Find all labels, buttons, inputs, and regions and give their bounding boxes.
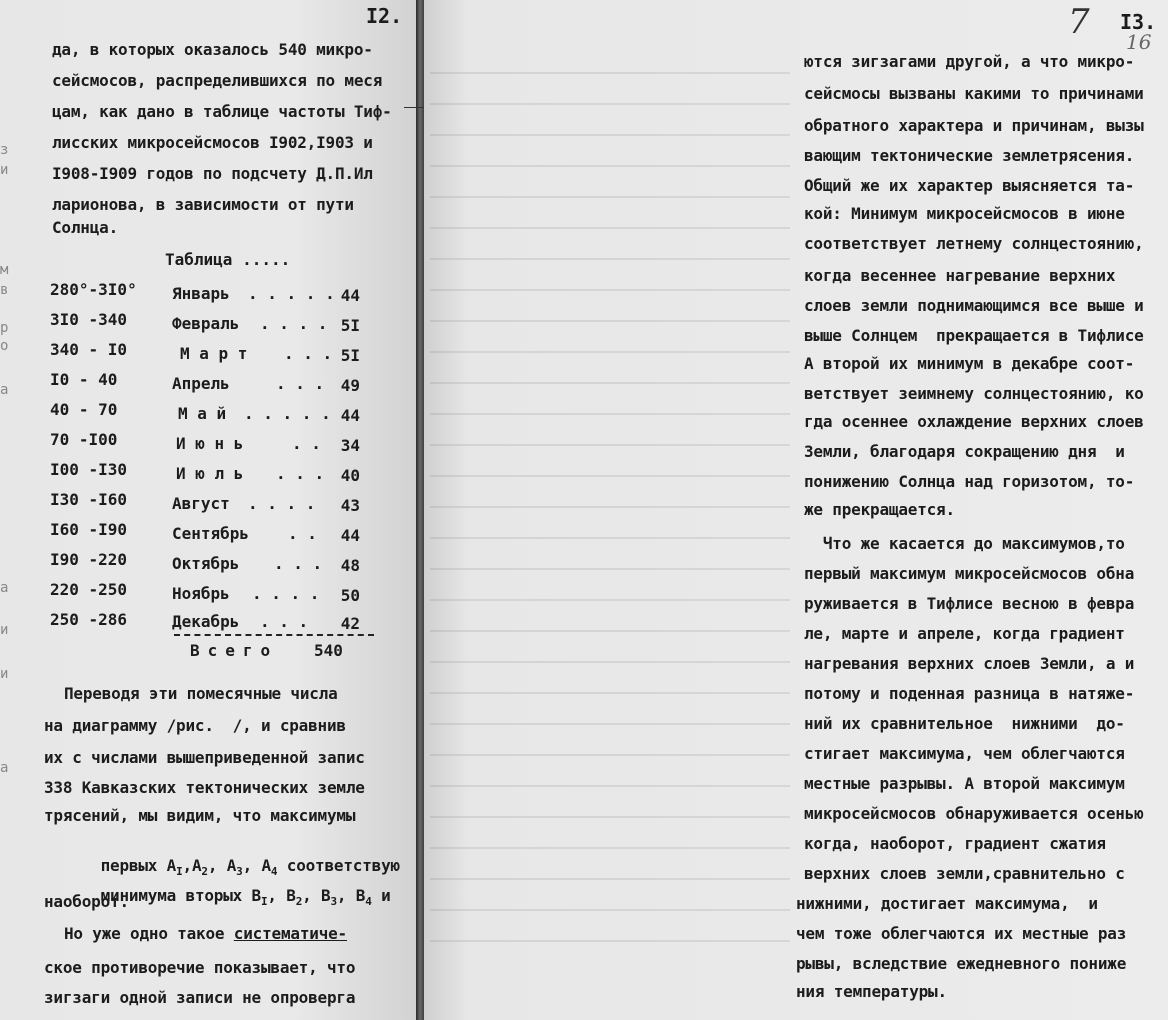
text-line: руживается в Тифлисе весною в февра <box>804 594 1135 613</box>
text-line: лисских микросейсмосов I902,I903 и <box>52 133 373 152</box>
table-cell-range: I0 - 40 <box>50 370 118 389</box>
text-line: сейсмосы вызваны какими то причинами <box>804 84 1144 103</box>
text-line: ле, марте и апреле, когда градиент <box>804 624 1125 643</box>
text-line: А второй их минимум в декабре соот- <box>804 354 1135 373</box>
text-line: нагревания верхних слоев Земли, а и <box>804 654 1135 673</box>
text-line: потому и поденная разница в натяже- <box>804 684 1135 703</box>
text-line: I908-I909 годов по подсчету Д.П.Ил <box>52 164 373 183</box>
table-cell-month: Февраль <box>172 314 240 333</box>
text-line: Солнца. <box>52 218 119 237</box>
table-cell-count: 50 <box>340 586 360 605</box>
table-cell-dots: . . <box>292 434 321 453</box>
text-line: первых $А_I,А_2$, $А_3$, $А_4$ соответствую <box>100 856 400 879</box>
text-line: вающим тектонические землетрясения. <box>804 146 1135 165</box>
text-line: местные разрывы. А второй максимум <box>804 774 1125 793</box>
text-line: Переводя эти помесячные числа <box>64 684 338 703</box>
text-line: слоев земли поднимающимся все выше и <box>804 296 1144 315</box>
text-line: понижению Солнца над горизотом, то- <box>804 472 1135 491</box>
left-page <box>0 0 418 1020</box>
document-spread: з и м в р о а а и и а I2. да, в которых оказалось 540 микро- сейсмосов, распределившихся по меся цам, как дано в таблице частоты Тиф- лисских микросейсмосов I902,I903 и I908-I909 годов по подсчету Д.П.Ил ларионова, в зависимости от пути Солнца. Таблица ..... 280°-3I0° Январь . . . . . 44 3I0 -340 Февраль . . . . 5I 340 - I0 М а р т . . . 5I I0 - 40 Апрель . . . 49 40 - 70 М а й . . . . . 44 70 -I00 И ю н ь . . 34 I00 -I30 И ю л ь . . . 40 I30 -I60 Август . . . . 43 I60 -I90 Сентябрь . . 44 I90 -220 Октябрь . . . 48 220 -250 Ноябрь . . . . 50 250 -286 Декабрь . . . 42 Всего 540 Переводя эти помесячные числа на диаграмму /рис. /, и сравнив их с числами вышеприведенной запис 338 Кавказских тектонических земле трясений, мы видим, что максимумы первых $А_I,А_2$, $А_3$, $А_4$ соответствую минимума вторых $В_I$, $В_2$, $В_3$, $В_4$ и наоборот. Но уже одно такое систематиче- ское противоречие показывает, что зигзаги одной записи не опроверга 7 16 I3. ются зигзагами другой, а что микро- сейсмосы вызваны какими то причинами обратного характера и причинам, вызы вающим тектонические землетрясения. Общий же их характер выясняется та- кой: Минимум микросейсмосов в июне соответствует летнему солнцестоянию, когда весеннее нагревание верхних слоев земли поднимающимся все выше и выше Солнцем прекращается в Тифлисе А второй их минимум в декабре соот- ветствует зеимнему солнцестоянию, ко гда осеннее охлаждение верхних слоев Земли, благодаря сокращению дня и понижению Солнца над горизотом, то- же прекращается. Что же касается до максимумов,то первый максимум микросейсмосов обна руживается в Тифлисе весною в февра ле, марте и апреле, когда градиент нагревания верхних слоев Земли, а и потому и поденная разница в натяже- ний их сравнительное нижними до- стигает максимума, чем облегчаются местные разрывы. А второй максимум микросейсмосов обнаруживается осенью когда, наоборот, градиент сжатия верхних слоев земли,сравнительно с нижними, достигает максимума, и чем тоже облегчаются их местные раз рывы, вследствие ежедневного пониже ния температуры. <box>0 0 1168 1020</box>
text-line: 338 Кавказских тектонических земле <box>44 778 365 797</box>
text-line: наоборот. <box>44 892 129 911</box>
text-line: кой: Минимум микросейсмосов в июне <box>804 204 1125 223</box>
show-through-text <box>430 60 790 960</box>
text-line: ларионова, в зависимости от пути <box>52 195 354 214</box>
table-cell-count: 40 <box>340 466 360 485</box>
table-cell-count: 44 <box>340 286 360 305</box>
text-line: гда осеннее охлаждение верхних слоев <box>804 412 1144 431</box>
table-cell-dots: . . . <box>284 344 333 363</box>
text-line: чем тоже облегчаются их местные раз <box>796 924 1127 943</box>
table-cell-dots: . . . . . <box>248 284 335 303</box>
table-cell-month: Апрель <box>172 374 230 393</box>
table-cell-count: 44 <box>340 526 360 545</box>
table-cell-month: Август <box>172 494 230 513</box>
table-cell-range: 3I0 -340 <box>50 310 128 329</box>
table-cell-month: И ю л ь <box>176 464 244 483</box>
text-line: ветствует зеимнему солнцестоянию, ко <box>804 384 1144 403</box>
text-line: стигает максимума, чем облегчаются <box>804 744 1125 763</box>
text-line: ния температуры. <box>796 982 947 1001</box>
table-cell-range: I60 -I90 <box>50 520 128 539</box>
text-line: их с числами вышеприведенной запис <box>44 748 365 767</box>
text-line: верхних слоев земли,сравнительно с <box>804 864 1125 883</box>
text-line: трясений, мы видим, что максимумы <box>44 806 356 825</box>
table-cell-dots: . . . . <box>252 584 320 603</box>
table-cell-range: 340 - I0 <box>50 340 128 359</box>
text-line: Что же касается до максимумов,то <box>804 534 1125 553</box>
page-number: I3. <box>1120 10 1157 34</box>
table-cell-month: М а й <box>178 404 227 423</box>
text-line: первый максимум микросейсмосов обна <box>804 564 1135 583</box>
text-line: на диаграмму /рис. /, и сравнив <box>44 716 346 735</box>
text-line: выше Солнцем прекращается в Тифлисе <box>804 326 1144 345</box>
table-cell-range: 40 - 70 <box>50 400 118 419</box>
text-line: да, в которых оказалось 540 микро- <box>52 40 373 59</box>
text-line: Земли, благодаря сокращению дня и <box>804 442 1125 461</box>
table-cell-range: 280°-3I0° <box>50 280 137 299</box>
table-cell-range: 220 -250 <box>50 580 128 599</box>
text-line: ются зигзагами другой, а что микро- <box>804 52 1135 71</box>
table-cell-range: 70 -I00 <box>50 430 118 449</box>
text-line: же прекращается. <box>804 500 955 519</box>
page-number: I2. <box>366 4 403 28</box>
text-line: Общий же их характер выясняется та- <box>804 176 1135 195</box>
table-cell-range: I00 -I30 <box>50 460 128 479</box>
text-line: обратного характера и причинам, вызы <box>804 116 1144 135</box>
text-line: зигзаги одной записи не опроверга <box>44 988 356 1007</box>
text-line: нижними, достигает максимума, и <box>796 894 1098 913</box>
text-line: ний их сравнительное нижними до- <box>804 714 1125 733</box>
table-cell-dots: . . <box>288 524 317 543</box>
table-cell-month: И ю н ь <box>176 434 244 453</box>
table-cell-dots: . . . <box>274 554 323 573</box>
table-cell-dots: . . . <box>260 612 309 631</box>
text-line: когда, наоборот, градиент сжатия <box>804 834 1106 853</box>
table-cell-count: 43 <box>340 496 360 515</box>
table-cell-month: М а р т <box>180 344 248 363</box>
table-cell-dots: . . . . . <box>244 404 331 423</box>
table-cell-range: 250 -286 <box>50 610 128 629</box>
text-line: рывы, вследствие ежедневного пониже <box>796 954 1127 973</box>
table-cell-month: Сентябрь <box>172 524 250 543</box>
margin-bleed: з и м в р о а а и и а <box>0 142 9 776</box>
table-total-value: 540 <box>314 641 343 660</box>
table-cell-range: I90 -220 <box>50 550 128 569</box>
table-cell-month: Октябрь <box>172 554 240 573</box>
table-cell-count: 34 <box>340 436 360 455</box>
text-line: микросейсмосов обнаруживается осенью <box>804 804 1144 823</box>
table-cell-dots: . . . . <box>260 314 328 333</box>
table-cell-month: Январь <box>172 284 230 303</box>
text-line: соответствует летнему солнцестоянию, <box>804 234 1144 253</box>
table-cell-dots: . . . <box>276 374 325 393</box>
table-divider <box>174 634 374 636</box>
table-cell-count: 48 <box>340 556 360 575</box>
text-line: минимума вторых $В_I$, $В_2$, $В_3$, $В_4$ и <box>100 886 391 909</box>
table-cell-count: 44 <box>340 406 360 425</box>
table-cell-month: Декабрь <box>172 612 240 631</box>
text-line: ское противоречие показывает, что <box>44 958 356 977</box>
table-title: Таблица ..... <box>165 250 291 269</box>
text-line: цам, как дано в таблице частоты Тиф- <box>52 102 392 121</box>
text-line: сейсмосов, распределившихся по меся <box>52 71 383 90</box>
table-cell-range: I30 -I60 <box>50 490 128 509</box>
text-line: Но уже одно такое систематиче- <box>64 924 347 943</box>
table-cell-month: Ноябрь <box>172 584 230 603</box>
table-total-label: Всего <box>190 641 279 660</box>
table-cell-count: 5I <box>340 346 360 365</box>
table-cell-dots: . . . <box>276 464 325 483</box>
table-cell-count: 42 <box>340 614 360 633</box>
table-cell-count: 5I <box>340 316 360 335</box>
table-cell-dots: . . . . <box>248 494 316 513</box>
table-cell-count: 49 <box>340 376 360 395</box>
text-line: когда весеннее нагревание верхних <box>804 266 1116 285</box>
